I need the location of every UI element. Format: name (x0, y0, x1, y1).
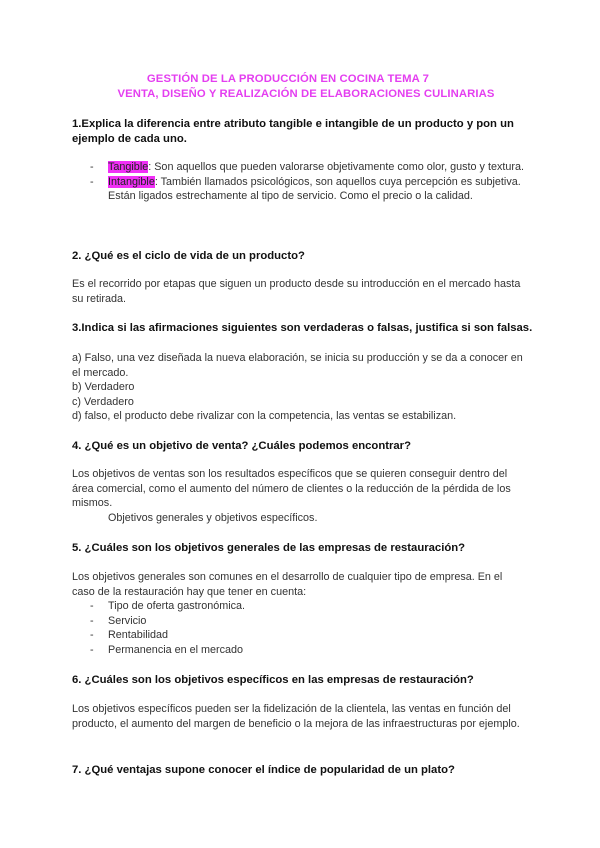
question-1: 1.Explica la diferencia entre atributo tangible e intangible de un producto y pon un ejemplo de cada uno. (72, 118, 514, 145)
q5-bullet-item: - Tipo de oferta gastronómica. (88, 599, 528, 614)
answer-3a: a) Falso, una vez diseñada la nueva elaboración, se inicia su producción y se da a conocer en el mercado. (72, 352, 523, 379)
term-intangible: Intangible (108, 175, 155, 188)
question-2: 2. ¿Qué es el ciclo de vida de un producto? (72, 250, 305, 262)
q5-bullet-item: - Permanencia en el mercado (88, 643, 528, 658)
q1-bullet-list (88, 160, 528, 204)
answer-6: Los objetivos específicos pueden ser la fidelización de la clientela, las ventas en función del producto, el aumento del margen de beneficio o la mejora de las infraestructuras por ejemplo. (72, 703, 520, 730)
q1-bullet-intangible (88, 175, 528, 204)
answer-3b: b) Verdadero (72, 381, 135, 393)
q1-bullet-tangible (88, 160, 528, 175)
q1-bullet-intangible-text: : También llamados psicológicos, son aquellos cuya percepción es subjetiva. Están ligados estrechamente al tipo de servicio. Como el precio o la calidad. (108, 175, 521, 202)
question-7: 7. ¿Qué ventajas supone conocer el índice de popularidad de un plato? (72, 764, 455, 776)
term-tangible: Tangible (108, 161, 149, 173)
q5-bullet-item: - Servicio (88, 614, 528, 629)
q1-bullet-tangible-text: : Son aquellos que pueden valorarse objetivamente como olor, gusto y textura. (148, 161, 524, 173)
q5-bullet-item: - Rentabilidad (88, 628, 528, 643)
question-5: 5. ¿Cuáles son los objetivos generales de las empresas de restauración? (72, 542, 466, 554)
answer-5: Los objetivos generales son comunes en el desarrollo de cualquier tipo de empresa. En el caso de la restauración hay que tener en cuenta: (72, 571, 503, 598)
answer-2: Es el recorrido por etapas que siguen un producto desde su introducción en el mercado hasta su retirada. (72, 278, 521, 305)
question-6: 6. ¿Cuáles son los objetivos específicos en las empresas de restauración? (72, 674, 474, 686)
answer-4-types: Objetivos generales y objetivos específicos. (108, 512, 318, 524)
question-4: 4. ¿Qué es un objetivo de venta? ¿Cuáles podemos encontrar? (72, 440, 411, 452)
question-3: 3.Indica si las afirmaciones siguientes son verdaderas o falsas, justifica si son falsas. (72, 322, 533, 334)
answer-3c: c) Verdadero (72, 396, 134, 408)
q5-bullet-list (88, 599, 528, 657)
answer-4: Los objetivos de ventas son los resultados específicos que se quieren conseguir dentro del área comercial, como el aumento del número de clientes o la reducción de la pérdida de los mismos. (72, 468, 511, 509)
document-title-line1: GESTIÓN DE LA PRODUCCIÓN EN COCINA TEMA 7 (146, 73, 430, 85)
answer-3d: d) falso, el producto debe rivalizar con la competencia, las ventas se estabilizan. (72, 410, 457, 422)
document-title-line2: VENTA, DISEÑO Y REALIZACIÓN DE ELABORACIONES CULINARIAS (117, 88, 495, 100)
